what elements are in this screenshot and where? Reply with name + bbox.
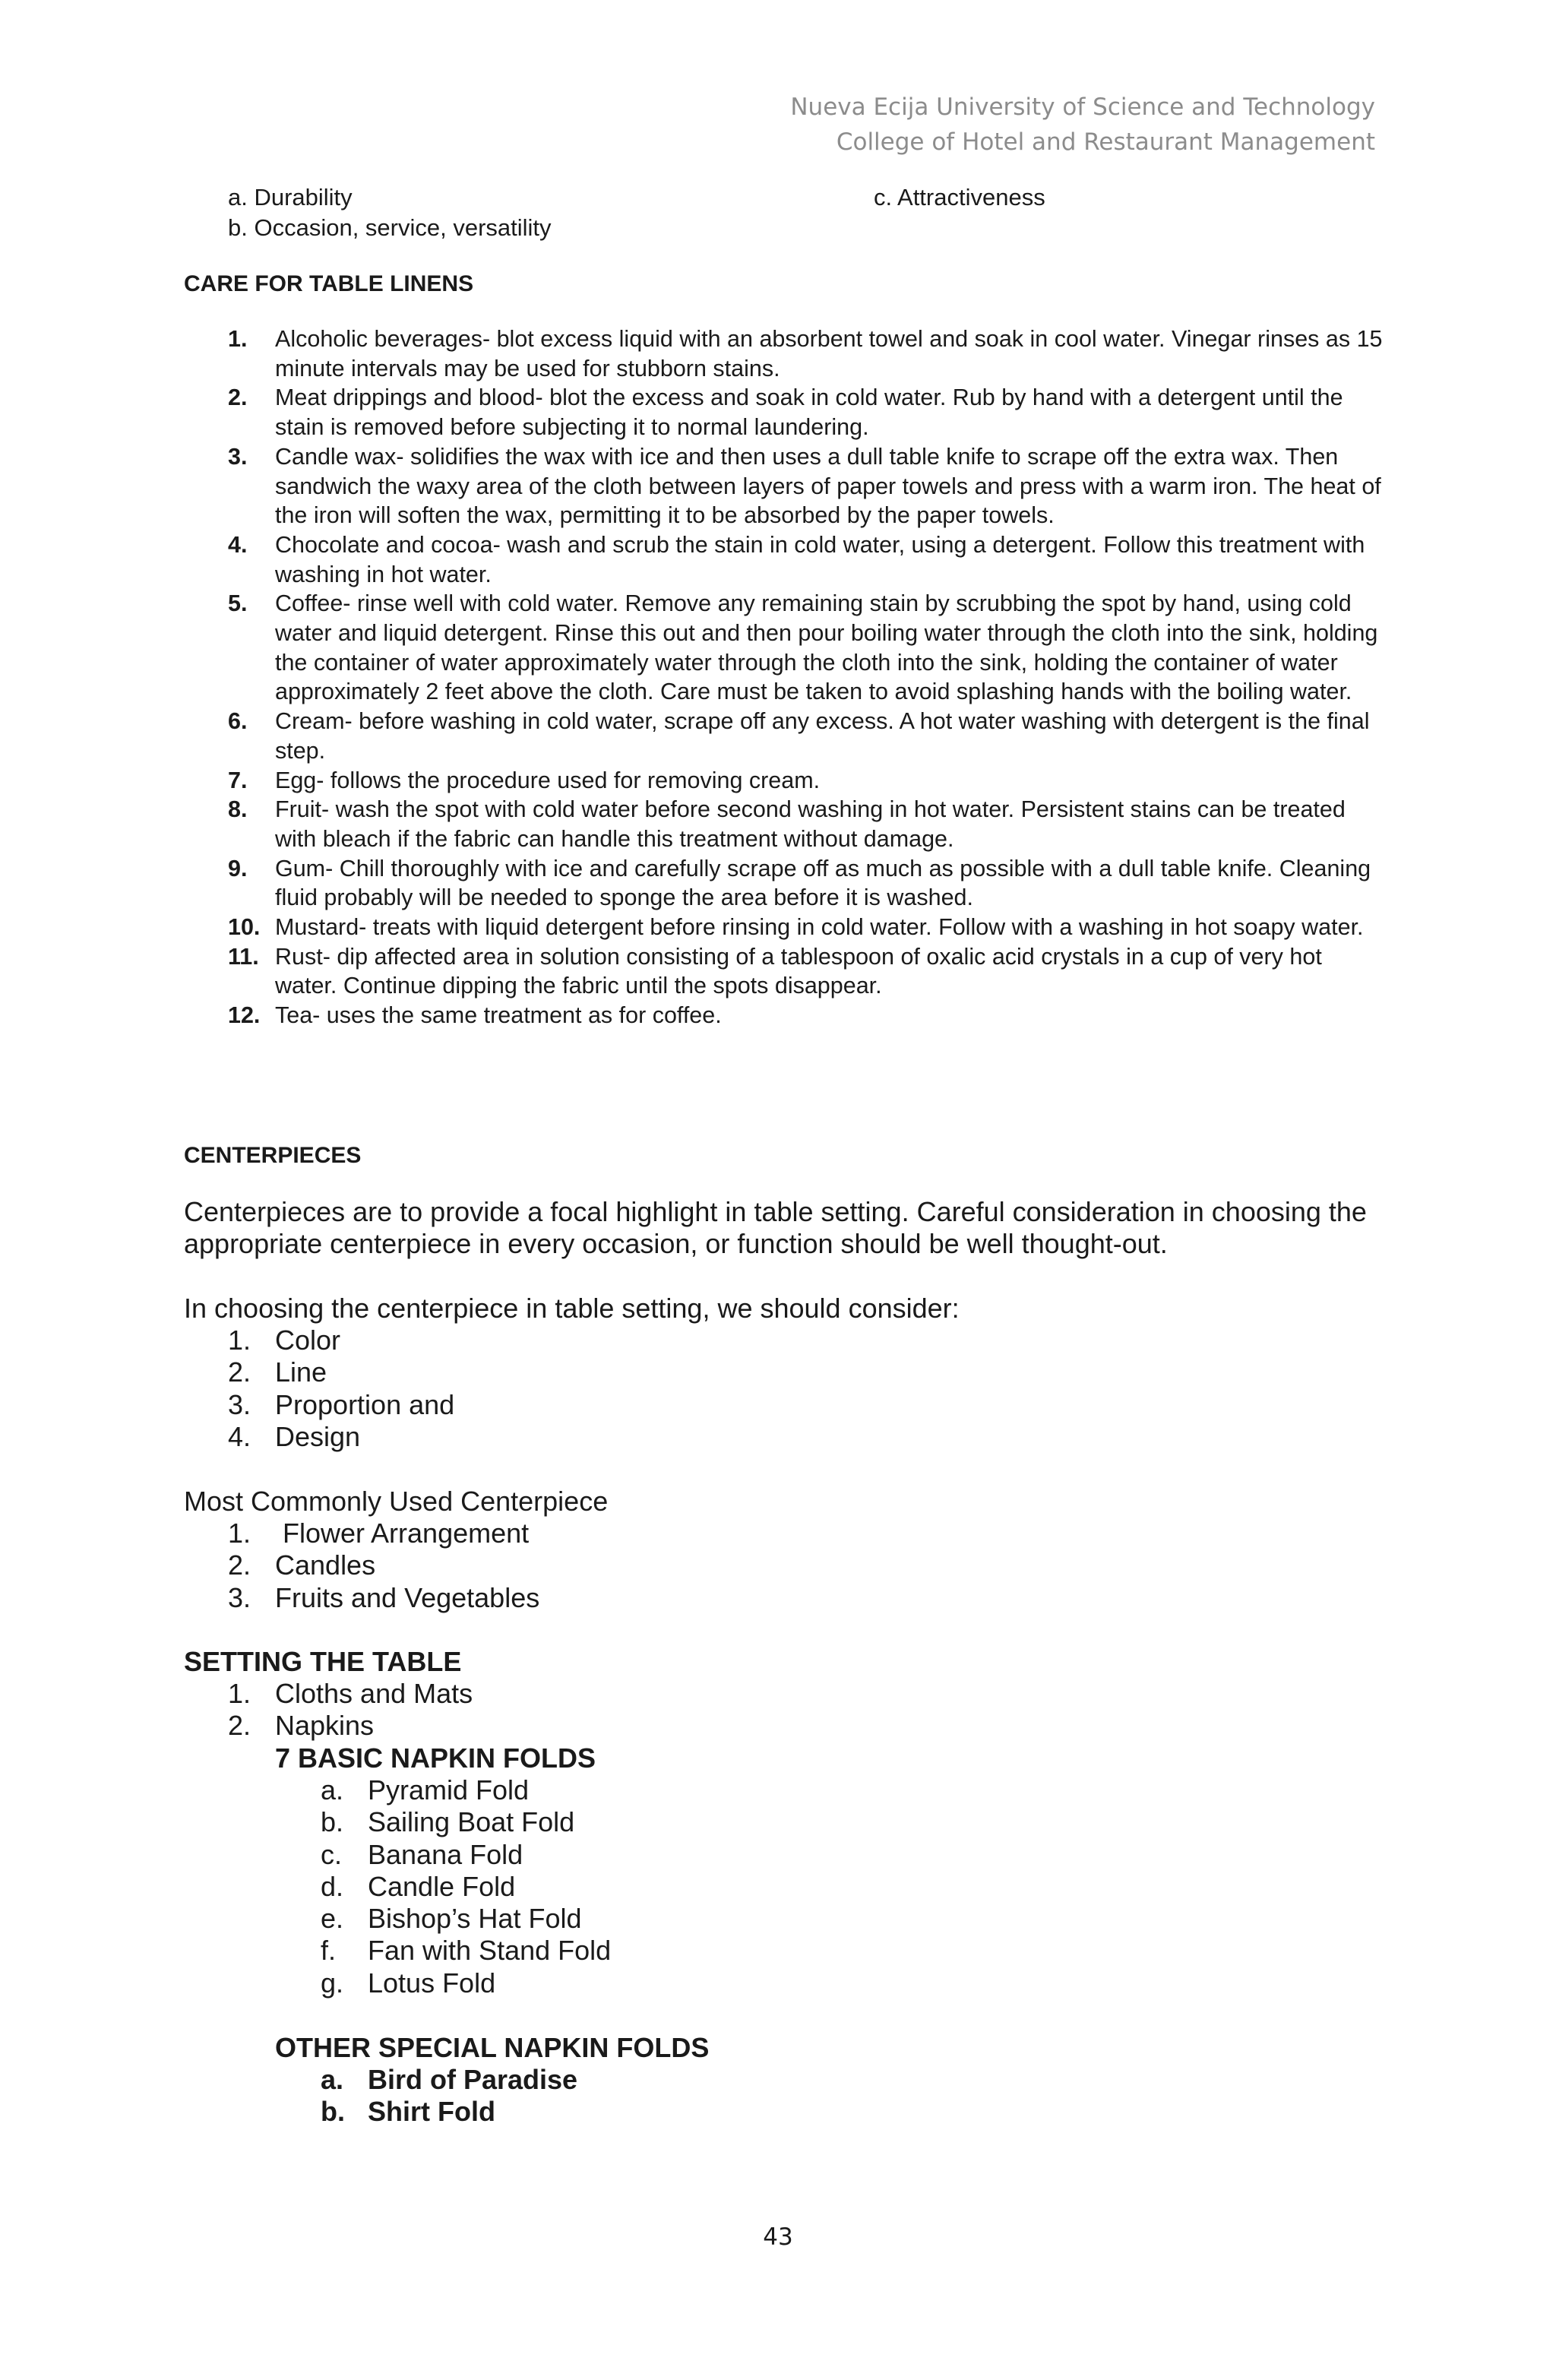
list-number: 2.	[228, 1549, 251, 1581]
list-number: 3.	[228, 1581, 251, 1613]
list-item	[228, 1549, 539, 1581]
care-item-text: Rust- dip affected area in solution consisting of a tablespoon of oxalic acid crystals in a cup of very hot water. Continue dipping the fabric until the spots disappear.	[275, 943, 1322, 999]
setting-list	[228, 1678, 473, 1742]
list-number: f.	[321, 1935, 337, 1967]
list-text: Pyramid Fold	[368, 1774, 530, 1806]
care-item-text: Coffee- rinse well with cold water. Remove any remaining stain by scrubbing the spot by hand, using cold water and liquid detergent. Rinse this out and then pour boiling water through the cloth into the sink, holding the container of water approximately water through the cloth into the sink, holding the container of water approximately 2 feet above the cloth. Care must be taken to avoid splashing hands with the boiling water.	[275, 590, 1378, 705]
header-university: Nueva Ecija University of Science and Technology	[790, 93, 1375, 121]
header-college: College of Hotel and Restaurant Management	[836, 128, 1375, 156]
basic-folds-heading: 7 BASIC NAPKIN FOLDS	[275, 1742, 596, 1774]
care-item	[228, 942, 1383, 1001]
consider-list	[228, 1325, 454, 1453]
care-item-number: 6.	[228, 708, 248, 735]
option-c: c. Attractiveness	[874, 184, 1045, 210]
list-item	[228, 1421, 454, 1453]
list-item	[321, 1839, 611, 1871]
list-number: c.	[321, 1838, 343, 1870]
care-item-number: 10.	[228, 914, 261, 941]
centerpieces-intro: Centerpieces are to provide a focal highlight in table setting. Careful consideration in choosing the appropriate centerpiece in every occasion, or function should be well thought-out.	[184, 1196, 1367, 1259]
centerpieces-heading: CENTERPIECES	[184, 1143, 362, 1168]
list-item	[321, 1903, 611, 1935]
care-item	[228, 854, 1383, 913]
special-folds-list	[321, 2064, 577, 2128]
care-item-text: Mustard- treats with liquid detergent before rinsing in cold water. Follow with a washing in hot soapy water.	[275, 914, 1364, 941]
page-number: 43	[763, 2223, 793, 2251]
list-number: a.	[321, 1774, 344, 1806]
option-list	[228, 182, 1368, 246]
care-item-number: 12.	[228, 1002, 261, 1029]
page-header	[790, 90, 1375, 160]
list-item	[228, 1678, 473, 1710]
care-item-text: Meat drippings and blood- blot the excess and soak in cold water. Rub by hand with a detergent until the stain is removed before subjecting it to normal laundering.	[275, 385, 1343, 441]
list-text: Bird of Paradise	[368, 2064, 578, 2095]
list-number: 2.	[228, 1710, 251, 1742]
list-text: Flower Arrangement	[275, 1518, 530, 1549]
list-item	[228, 1582, 539, 1614]
list-item	[321, 1935, 611, 1967]
care-item-text: Gum- Chill thoroughly with ice and carefully scrape off as much as possible with a dull table knife. Cleaning fluid probably will be needed to sponge the area before it is washed.	[275, 855, 1371, 911]
care-item	[228, 766, 1383, 796]
care-item-number: 2.	[228, 385, 248, 411]
list-number: d.	[321, 1870, 344, 1902]
list-number: b.	[321, 2096, 345, 2128]
list-number: a.	[321, 2064, 344, 2095]
care-item-number: 9.	[228, 855, 248, 881]
setting-heading: SETTING THE TABLE	[184, 1646, 462, 1677]
care-item-text: Candle wax- solidifies the wax with ice and then uses a dull table knife to scrape off the extra wax. Then sandwich the waxy area of the cloth between layers of paper towels and press with a warm iron. The heat of the iron will soften the wax, permitting it to be absorbed by the paper towels.	[275, 443, 1381, 529]
common-label: Most Commonly Used Centerpiece	[184, 1486, 609, 1517]
care-item-text: Chocolate and cocoa- wash and scrub the stain in cold water, using a detergent. Follow this treatment with washing in hot water.	[275, 531, 1365, 587]
list-item	[321, 2064, 577, 2096]
list-text: Fruits and Vegetables	[275, 1581, 540, 1613]
care-item-number: 11.	[228, 943, 259, 970]
list-text: Design	[275, 1420, 361, 1452]
list-text: Sailing Boat Fold	[368, 1806, 575, 1838]
list-text: Color	[275, 1325, 341, 1356]
list-item	[228, 1518, 539, 1549]
care-item	[228, 707, 1383, 765]
list-item	[228, 1356, 454, 1388]
care-item	[228, 442, 1383, 530]
care-list	[228, 324, 1383, 1030]
care-item	[228, 913, 1383, 942]
list-text: Lotus Fold	[368, 1967, 496, 1999]
common-list	[228, 1518, 539, 1614]
care-item	[228, 324, 1383, 383]
list-text: Candles	[275, 1549, 376, 1581]
list-item	[321, 1871, 611, 1903]
care-item-text: Cream- before washing in cold water, scrape off any excess. A hot water washing with detergent is the final step.	[275, 708, 1370, 764]
list-number: 1.	[228, 1518, 251, 1549]
list-number: b.	[321, 1806, 344, 1838]
special-folds-heading: OTHER SPECIAL NAPKIN FOLDS	[275, 2032, 710, 2063]
list-item	[321, 1774, 611, 1806]
list-text: Line	[275, 1356, 327, 1388]
list-number: 3.	[228, 1388, 251, 1420]
list-item	[321, 1806, 611, 1838]
list-text: Banana Fold	[368, 1838, 523, 1870]
list-text: Proportion and	[275, 1388, 455, 1420]
list-item	[228, 1325, 454, 1356]
list-number: e.	[321, 1903, 344, 1935]
care-item-number: 8.	[228, 796, 248, 823]
list-item	[228, 1710, 473, 1742]
care-item-number: 3.	[228, 443, 248, 470]
care-item-text: Alcoholic beverages- blot excess liquid with an absorbent towel and soak in cool water. Vinegar rinses as 15 minute intervals may be used for stubborn stains.	[275, 326, 1383, 381]
care-item	[228, 383, 1383, 442]
list-item	[228, 1389, 454, 1421]
list-item	[321, 1967, 611, 1999]
option-a: a. Durability	[228, 184, 353, 210]
basic-folds-list	[321, 1774, 611, 1999]
list-text: Candle Fold	[368, 1870, 516, 1902]
list-item	[321, 2096, 577, 2128]
option-b: b. Occasion, service, versatility	[228, 214, 552, 241]
care-item-text: Tea- uses the same treatment as for coffee.	[275, 1002, 722, 1029]
care-item-text: Fruit- wash the spot with cold water before second washing in hot water. Persistent stains can be treated with bleach if the fabric can handle this treatment without damage.	[275, 796, 1346, 852]
care-item-text: Egg- follows the procedure used for removing cream.	[275, 767, 821, 793]
list-number: 2.	[228, 1356, 251, 1388]
care-item	[228, 530, 1383, 589]
list-text: Shirt Fold	[368, 2096, 495, 2128]
list-number: 1.	[228, 1325, 251, 1356]
list-text: Bishop’s Hat Fold	[368, 1903, 582, 1935]
list-text: Cloths and Mats	[275, 1678, 473, 1709]
care-item-number: 4.	[228, 531, 248, 558]
care-item-number: 7.	[228, 767, 248, 793]
list-number: 1.	[228, 1678, 251, 1709]
care-item	[228, 795, 1383, 853]
list-number: g.	[321, 1967, 344, 1999]
care-item	[228, 589, 1383, 707]
care-item	[228, 1001, 1383, 1030]
list-text: Fan with Stand Fold	[368, 1935, 612, 1967]
care-item-number: 5.	[228, 590, 248, 617]
consider-label: In choosing the centerpiece in table setting, we should consider:	[184, 1293, 960, 1324]
list-text: Napkins	[275, 1710, 375, 1742]
care-item-number: 1.	[228, 326, 248, 352]
list-number: 4.	[228, 1420, 251, 1452]
care-heading: CARE FOR TABLE LINENS	[184, 271, 474, 296]
